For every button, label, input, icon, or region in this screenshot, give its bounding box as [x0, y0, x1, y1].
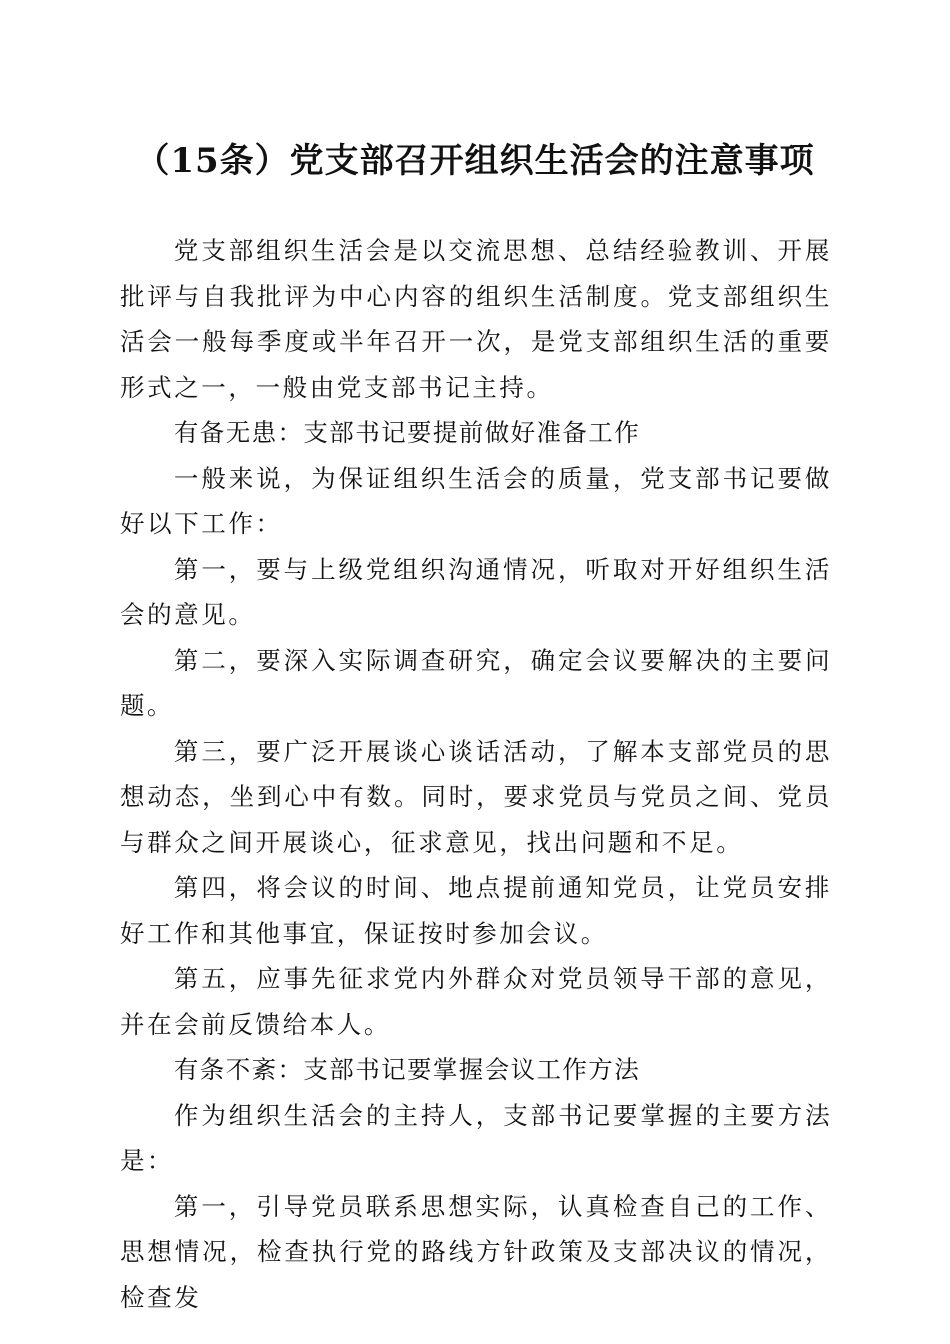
preparation-point-5: 第五，应事先征求党内外群众对党员领导干部的意见，并在会前反馈给本人。 [120, 964, 832, 1039]
preparation-intro-paragraph: 一般来说，为保证组织生活会的质量，党支部书记要做好以下工作： [120, 463, 832, 538]
preparation-point-2: 第二，要深入实际调查研究，确定会议要解决的主要问题。 [120, 645, 832, 720]
preparation-point-3: 第三，要广泛开展谈心谈话活动，了解本支部党员的思想动态，坐到心中有数。同时，要求党员与党员之间、党员与群众之间开展谈心，征求意见，找出问题和不足。 [120, 736, 832, 857]
preparation-point-1: 第一，要与上级党组织沟通情况，听取对开好组织生活会的意见。 [120, 554, 832, 629]
document-body [120, 228, 832, 1320]
methods-point-1: 第一，引导党员联系思想实际，认真检查自己的工作、思想情况，检查执行党的路线方针政策及支部决议的情况，检查发 [120, 1191, 832, 1312]
section-heading-preparation: 有备无患：支部书记要提前做好准备工作 [173, 418, 641, 447]
methods-intro-paragraph: 作为组织生活会的主持人，支部书记要掌握的主要方法是： [120, 1100, 832, 1175]
document-title: （15条）党支部召开组织生活会的注意事项 [135, 141, 815, 181]
preparation-point-4: 第四，将会议的时间、地点提前通知党员，让党员安排好工作和其他事宜，保证按时参加会议。 [120, 873, 832, 948]
intro-paragraph: 党支部组织生活会是以交流思想、总结经验教训、开展批评与自我批评为中心内容的组织生活制度。党支部组织生活会一般每季度或半年召开一次，是党支部组织生活的重要形式之一，一般由党支部书记主持。 [120, 236, 832, 402]
section-heading-methods: 有条不紊：支部书记要掌握会议工作方法 [173, 1055, 641, 1084]
